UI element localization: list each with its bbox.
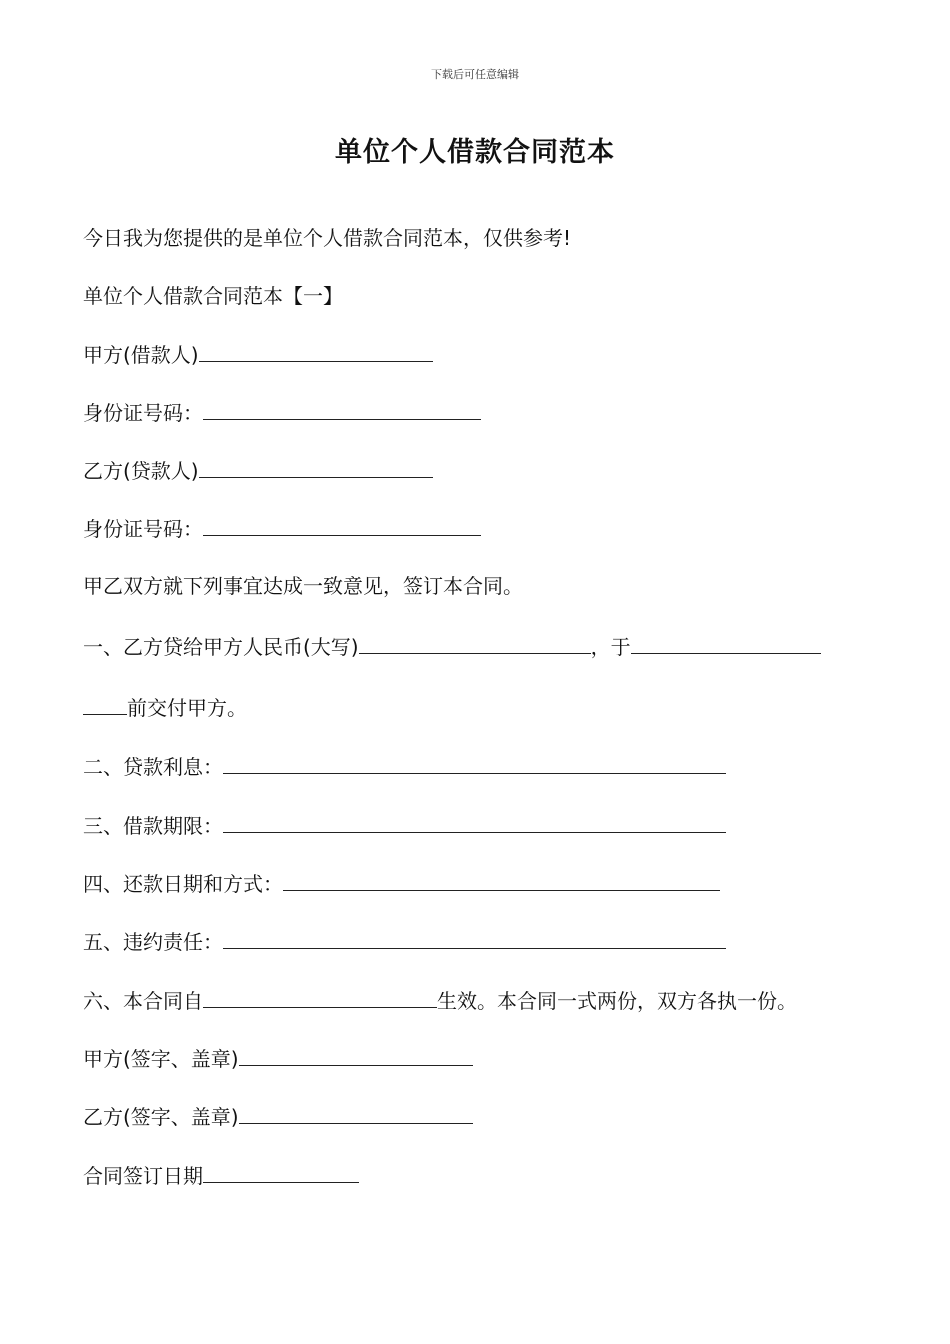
repayment-blank[interactable] — [283, 868, 720, 891]
delivery-date-blank-cont[interactable] — [83, 692, 127, 715]
clause-1-line: 一、乙方贷给甲方人民币(大写) ，于 — [83, 631, 821, 662]
clause-2-line: 二、贷款利息： — [83, 751, 726, 782]
clause-4-line: 四、还款日期和方式： — [83, 868, 720, 899]
party-b-blank[interactable] — [199, 455, 433, 478]
clause-5-line: 五、违约责任： — [83, 926, 726, 957]
party-b-id-line: 身份证号码： — [83, 513, 481, 544]
delivery-date-blank[interactable] — [631, 631, 821, 654]
party-a-line: 甲方(借款人) — [83, 339, 433, 370]
loan-term-blank[interactable] — [223, 810, 726, 833]
sign-b-line: 乙方(签字、盖章) — [83, 1101, 473, 1132]
liability-blank[interactable] — [223, 926, 726, 949]
sign-date-blank[interactable] — [203, 1160, 359, 1183]
party-b-id-blank[interactable] — [203, 513, 481, 536]
agreement-text: 甲乙双方就下列事宜达成一致意见，签订本合同。 — [83, 574, 523, 598]
sign-date-line: 合同签订日期 — [83, 1160, 359, 1191]
sign-a-line: 甲方(签字、盖章) — [83, 1043, 473, 1074]
interest-blank[interactable] — [223, 751, 726, 774]
effective-date-blank[interactable] — [203, 985, 437, 1008]
sign-a-blank[interactable] — [239, 1043, 473, 1066]
loan-amount-blank[interactable] — [359, 631, 591, 654]
document-title: 单位个人借款合同范本 — [335, 137, 615, 168]
party-a-blank[interactable] — [199, 339, 433, 362]
party-a-id-line: 身份证号码： — [83, 397, 481, 428]
intro-text: 今日我为您提供的是单位个人借款合同范本，仅供参考! — [83, 226, 572, 250]
party-a-id-blank[interactable] — [203, 397, 481, 420]
clause-3-line: 三、借款期限： — [83, 810, 726, 841]
header-note: 下载后可任意编辑 — [431, 68, 519, 81]
clause-1-continuation: 前交付甲方。 — [83, 692, 247, 723]
clause-6-line: 六、本合同自 生效。本合同一式两份，双方各执一份。 — [83, 985, 797, 1016]
sign-b-blank[interactable] — [239, 1101, 473, 1124]
section-heading: 单位个人借款合同范本【一】 — [83, 284, 343, 308]
party-b-line: 乙方(贷款人) — [83, 455, 433, 486]
